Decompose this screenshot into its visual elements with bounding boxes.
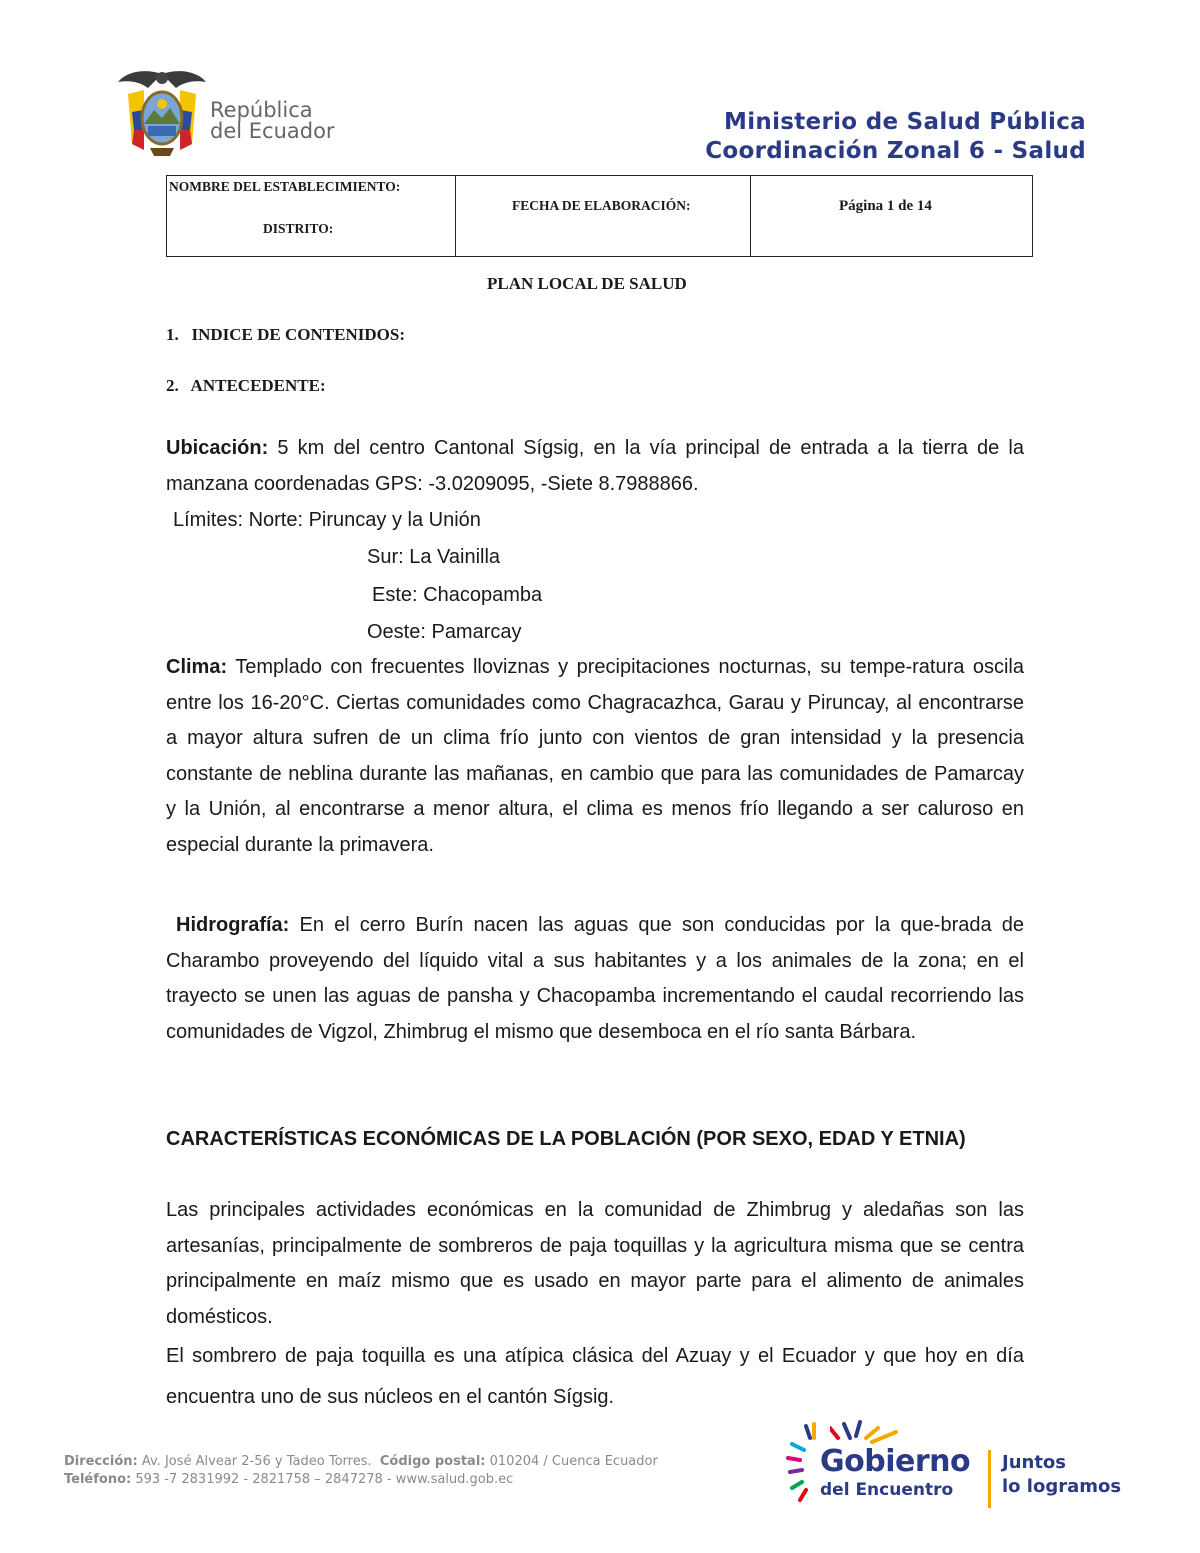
- ministry-line-2: Coordinación Zonal 6 - Salud: [705, 138, 1086, 164]
- establishment-label: NOMBRE DEL ESTABLECIMIENTO:: [169, 179, 401, 194]
- gobierno-sub: del Encuentro: [820, 1480, 954, 1500]
- limite-sur: Sur: La Vainilla: [367, 546, 501, 568]
- phone-label: Teléfono:: [64, 1472, 132, 1487]
- logo-line-1: República: [210, 98, 313, 122]
- ubicacion-text: 5 km del centro Cantonal Sígsig, en la vía principal de entrada a la tierra de la manzana coordenadas GPS: -3.0209095, -Siete 8.7988866.: [166, 437, 1024, 495]
- document-title: PLAN LOCAL DE SALUD: [487, 274, 687, 293]
- clima-text: Templado con frecuentes lloviznas y precipitaciones nocturnas, su tempe-ratura oscila entre los 16-20°C. Ciertas comunidades como Chagracazhca, Garau y Piruncay, al encontrarse a mayor altura sufren de un clima frío junto con vientos de gran intensidad y la presencia constante de neblina durante las mañanas, en cambio que para las comunidades de Pamarcay y la Unión, al encontrarse a menor altura, el clima es menos frío llegando a ser caluroso en especial durante la primavera.: [166, 656, 1024, 856]
- postal-label: Código postal:: [379, 1454, 486, 1469]
- ministry-line-1: Ministerio de Salud Pública: [724, 109, 1086, 135]
- section-2-heading: 2. ANTECEDENTE:: [166, 376, 326, 395]
- hidrografia-label: Hidrografía:: [176, 914, 290, 936]
- date-cell: [456, 176, 751, 256]
- page-label: Página 1 de 14: [839, 198, 932, 214]
- gobierno-word: Gobierno: [820, 1444, 971, 1479]
- section-1-heading: 1. INDICE DE CONTENIDOS:: [166, 325, 405, 344]
- footer-address: [64, 1453, 658, 1489]
- hidrografia-paragraph: [166, 908, 1024, 1050]
- limite-oeste: Oeste: Pamarcay: [367, 621, 522, 643]
- slogan-line-1: Juntos: [1002, 1452, 1067, 1473]
- date-label: FECHA DE ELABORACIÓN:: [512, 198, 691, 213]
- coat-of-arms-icon: [114, 64, 210, 160]
- address-label: Dirección:: [64, 1454, 138, 1469]
- clima-label: Clima:: [166, 656, 228, 678]
- district-label: DISTRITO:: [263, 221, 334, 236]
- economic-paragraph-2: El sombrero de paja toquilla es una atípica clásica del Azuay y el Ecuador y que hoy en día encuentra uno de sus núcleos en el cantón Sígsig.: [166, 1345, 1024, 1408]
- ubicacion-paragraph: [166, 431, 1024, 502]
- phone-value: 593 -7 2831992 - 2821758 – 2847278 - www.salud.gob.ec: [131, 1472, 514, 1487]
- republica-logo: [114, 64, 344, 164]
- gobierno-logo: [780, 1418, 1140, 1518]
- gobierno-slogan: [1002, 1451, 1121, 1499]
- logo-line-2: del Ecuador: [210, 119, 335, 143]
- slogan-line-2: lo logramos: [1002, 1476, 1122, 1497]
- establishment-cell: [167, 176, 456, 256]
- postal-value: 010204 / Cuenca Ecuador: [485, 1454, 658, 1469]
- economic-paragraph-1: Las principales actividades económicas en la comunidad de Zhimbrug y aledañas son las artesanías, principalmente de sombreros de paja toquillas y la agricultura misma que se centra principalmente en maíz mismo que es usado en mayor parte para el alimento de animales domésticos.: [166, 1199, 1024, 1328]
- ubicacion-label: Ubicación:: [166, 437, 269, 459]
- header-table: [166, 175, 1033, 257]
- limites-norte: Límites: Norte: Piruncay y la Unión: [173, 509, 481, 531]
- burst-icon: [784, 1418, 824, 1518]
- address-value: Av. José Alvear 2-56 y Tadeo Torres.: [137, 1454, 372, 1469]
- gobierno-divider: [988, 1450, 991, 1508]
- ministry-title: [705, 108, 1086, 166]
- clima-paragraph: [166, 650, 1024, 863]
- economic-heading: CARACTERÍSTICAS ECONÓMICAS DE LA POBLACIÓN (POR SEXO, EDAD Y ETNIA): [166, 1128, 966, 1150]
- limite-este: Este: Chacopamba: [372, 584, 543, 606]
- hidrografia-text: En el cerro Burín nacen las aguas que son conducidas por la que-brada de Charambo proveyendo del líquido vital a sus habitantes y a los animales de la zona; en el trayecto se unen las aguas de pansha y Chacopamba incrementando el caudal recorriendo las comunidades de Vigzol, Zhimbrug el mismo que desemboca en el río santa Bárbara.: [166, 914, 1024, 1043]
- page-cell: [751, 176, 1032, 256]
